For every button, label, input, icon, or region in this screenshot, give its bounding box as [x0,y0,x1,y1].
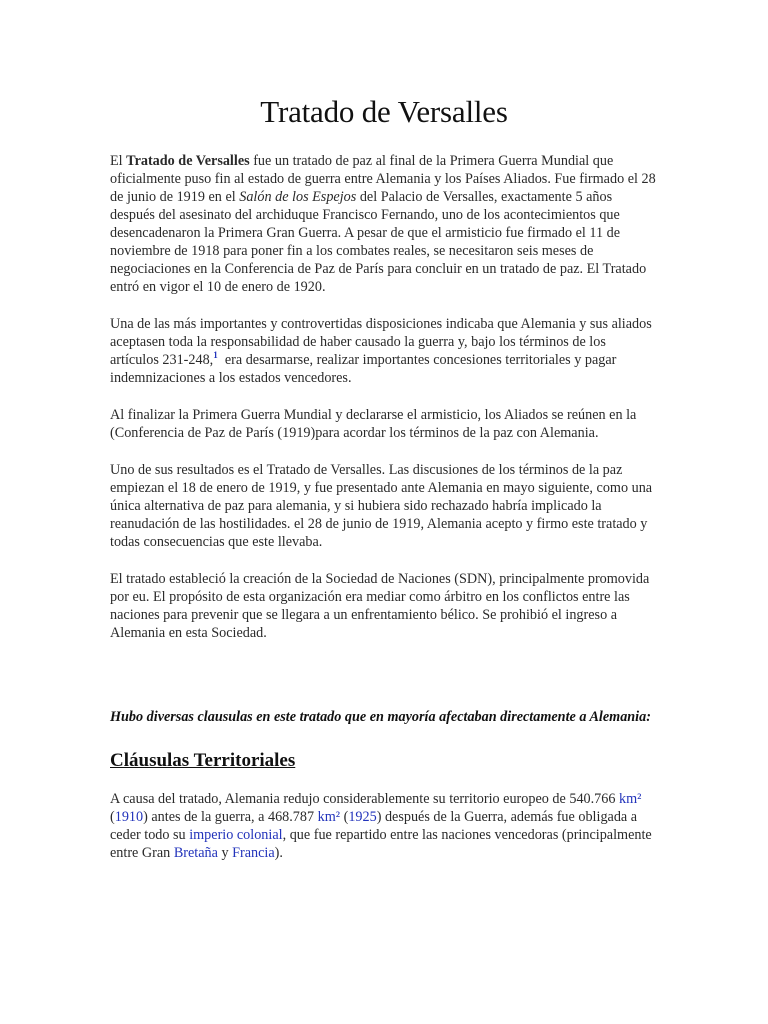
section-heading-territorial: Cláusulas Territoriales [110,750,296,771]
p6-text-g: y [217,845,233,861]
p6-text-f: , que fue repartido entre las naciones vencedoras (principalmente entre Gran [110,827,652,861]
paragraph-territorial [110,790,658,862]
p6-text-e: ) después de la Guerra, además fue obligada a ceder todo su [110,809,638,843]
link-francia[interactable]: Francia [232,845,275,861]
link-km2-second[interactable]: km² [317,809,341,825]
p6-text-d: ( [340,809,349,825]
p2-text-b: era desarmarse, realizar importantes concesiones territoriales y pagar indemnizaciones a los estados vencedores. [110,352,620,386]
page-title: Tratado de Versalles [260,94,508,129]
p6-text-a: A causa del tratado, Alemania redujo considerablemente su territorio europeo de 540.766 [110,791,620,807]
p2-text-a: Una de las más importantes y controvertidas disposiciones indicaba que Alemania y sus aliados aceptasen toda la responsabilidad de haber causado la guerra y, bajo los términos de los artículos 231-248, [110,316,652,368]
document-page [110,0,658,862]
paragraph-3: Al finalizar la Primera Guerra Mundial y declararse el armisticio, los Aliados se reúnen en la (Conferencia de Paz de París (1919)para acordar los términos de la paz con Alemania. [110,407,637,441]
paragraph-2 [110,315,658,387]
p1-italic-term: Salón de los Espejos [239,189,357,205]
p6-text-c: ) antes de la guerra, a 468.787 [143,809,318,825]
paragraph-4: Uno de sus resultados es el Tratado de Versalles. Las discusiones de los términos de la paz empiezan el 18 de enero de 1919, y fue presentado ante Alemania en mayo siguiente, como una única alternativa de paz para alemania, y si hubiera sido rechazado habría implicado la reanudación de las hostilidades. el 28 de junio de 1919, Alemania acepto y firmo este tratado y todas consecuencias que este llevaba. [110,462,653,550]
link-km2-first[interactable]: km² [619,791,642,807]
footnote-ref[interactable]: 1 [213,350,218,360]
clauses-intro: Hubo diversas clausulas en este tratado que en mayoría afectaban directamente a Alemania: [110,709,651,725]
link-bretana[interactable]: Bretaña [173,845,218,861]
p6-text-h: ). [274,845,283,861]
p1-bold-term: Tratado de Versalles [126,153,250,169]
p1-text-a: El [110,153,127,169]
link-imperio-colonial[interactable]: imperio colonial [189,827,283,843]
p1-text-c: del Palacio de Versalles, exactamente 5 años después del asesinato del archiduque Francisco Fernando, uno de los acontecimientos que desencadenaron la Primera Gran Guerra. A pesar de que el armisticio fue firmado el 11 de noviembre de 1918 para poner fin a los combates reales, se necesitaron seis meses de negociaciones en la Conferencia de Paz de París para concluir en un tratado de paz. El Tratado entró en vigor el 10 de enero de 1920. [110,189,647,295]
p6-text-b: ( [110,809,115,825]
paragraph-1 [110,152,658,296]
p1-text-b: fue un tratado de paz al final de la Primera Guerra Mundial que oficialmente puso fin al estado de guerra entre Alemania y los Países Aliados. Fue firmado el 28 de junio de 1919 en el [110,153,656,205]
paragraph-5: El tratado estableció la creación de la Sociedad de Naciones (SDN), principalmente promovida por eu. El propósito de esta organización era mediar como árbitro en los conflictos entre las naciones para prevenir que se llegara a un enfrentamiento bélico. Se prohibió el ingreso a Alemania en esta Sociedad. [110,571,650,641]
link-1910[interactable]: 1910 [114,809,144,825]
link-1925[interactable]: 1925 [348,809,377,825]
